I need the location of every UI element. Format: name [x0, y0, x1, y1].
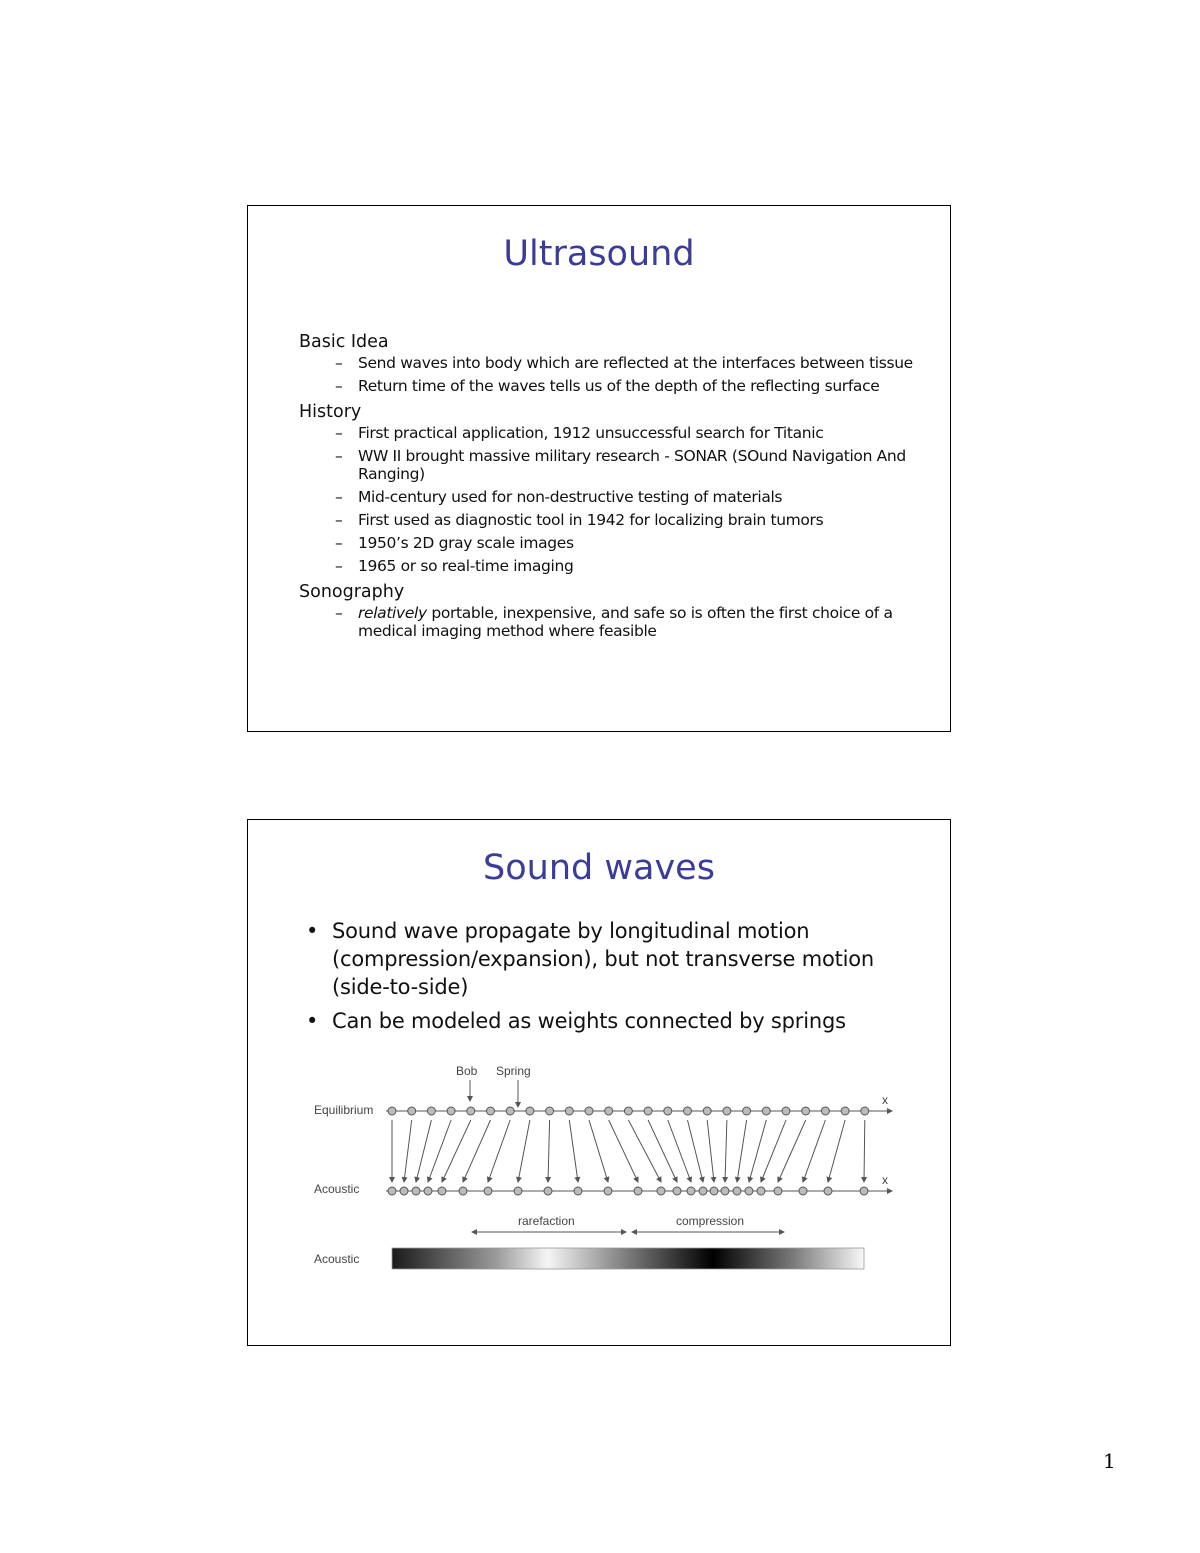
bullet-item	[304, 917, 904, 1001]
bob-circle	[506, 1107, 514, 1115]
list-item	[299, 604, 919, 640]
dash-icon: –	[335, 557, 343, 575]
intensity-gradient-bar	[392, 1248, 864, 1269]
bob-circle	[408, 1107, 416, 1115]
sub-list	[299, 424, 919, 575]
item-text: WW II brought massive military research - SONAR (SOund Navigation And Ranging)	[358, 447, 906, 483]
bullet-item	[304, 1007, 904, 1035]
bob-circle	[684, 1107, 692, 1115]
dash-icon: –	[335, 447, 343, 465]
bob-circle	[546, 1107, 554, 1115]
bob-circle	[400, 1187, 408, 1195]
rarefaction-label: rarefaction	[518, 1214, 575, 1228]
displacement-arrows	[392, 1120, 865, 1182]
dash-icon: –	[335, 488, 343, 506]
bob-circle	[664, 1107, 672, 1115]
list-item	[299, 511, 919, 529]
displacement-arrow	[688, 1120, 704, 1182]
bob-circle	[861, 1107, 869, 1115]
equilibrium-label: Equilibrium	[314, 1103, 374, 1117]
bob-circle	[757, 1187, 765, 1195]
dash-icon: –	[335, 604, 343, 622]
bob-circle	[624, 1107, 632, 1115]
bob-circle	[634, 1187, 642, 1195]
dash-icon: –	[335, 377, 343, 395]
displacement-arrow	[749, 1120, 766, 1182]
bob-circle	[526, 1107, 534, 1115]
bob-circle	[544, 1187, 552, 1195]
bob-label: Bob	[456, 1064, 478, 1078]
section-heading: Sonography	[299, 582, 405, 602]
list-item	[299, 557, 919, 575]
item-text: 1965 or so real-time imaging	[358, 557, 574, 575]
bob-circle	[427, 1107, 435, 1115]
bob-circle	[745, 1187, 753, 1195]
item-text: Send waves into body which are reflected at the interfaces between tissue	[358, 354, 913, 372]
list-item	[299, 488, 919, 506]
displacement-arrow	[548, 1120, 550, 1182]
bob-circle	[687, 1187, 695, 1195]
displacement-arrow	[488, 1120, 510, 1182]
dash-icon: –	[335, 424, 343, 442]
list-item	[299, 534, 919, 552]
displacement-arrow	[428, 1120, 451, 1182]
bob-circle	[774, 1187, 782, 1195]
axis-label-top: x	[882, 1093, 888, 1107]
slide-title: Ultrasound	[503, 234, 695, 274]
section-history	[299, 400, 919, 575]
bob-circle	[860, 1187, 868, 1195]
slide-ultrasound	[247, 205, 951, 732]
displacement-arrow	[828, 1120, 845, 1182]
acoustic-positions-label: Acoustic	[314, 1182, 360, 1196]
bob-circle	[459, 1187, 467, 1195]
bob-circle	[604, 1187, 612, 1195]
displacement-arrow	[864, 1120, 865, 1182]
displacement-arrow	[463, 1120, 491, 1182]
dash-icon: –	[335, 534, 343, 552]
bob-circle	[514, 1187, 522, 1195]
bullet-text: Can be modeled as weights connected by springs	[332, 1009, 846, 1033]
displacement-arrow	[569, 1120, 578, 1182]
bob-circle	[841, 1107, 849, 1115]
slide-sound-waves	[247, 819, 951, 1346]
bob-circle	[699, 1187, 707, 1195]
bob-circle	[585, 1107, 593, 1115]
bob-circle	[487, 1107, 495, 1115]
list-item	[299, 424, 919, 442]
bob-circle	[388, 1107, 396, 1115]
bob-circle	[484, 1187, 492, 1195]
bob-circle	[644, 1107, 652, 1115]
item-text: portable, inexpensive, and safe so is often the first choice of a medical imaging method where feasible	[358, 604, 893, 640]
bob-circle	[467, 1107, 475, 1115]
outline	[299, 330, 919, 645]
list-item	[299, 447, 919, 483]
displacement-arrow	[803, 1120, 825, 1182]
displacement-arrow	[707, 1120, 714, 1182]
spring-label: Spring	[496, 1064, 531, 1078]
bob-circle	[710, 1187, 718, 1195]
bob-circle	[762, 1107, 770, 1115]
section-heading: Basic Idea	[299, 332, 389, 352]
item-text: 1950’s 2D gray scale images	[358, 534, 574, 552]
bob-circle	[412, 1187, 420, 1195]
displacement-arrow	[725, 1120, 727, 1182]
bob-circle	[799, 1187, 807, 1195]
bob-circle	[565, 1107, 573, 1115]
bullet-icon: •	[306, 1009, 319, 1033]
bob-circle	[723, 1107, 731, 1115]
compression-label: compression	[676, 1214, 745, 1228]
item-text: Mid-century used for non-destructive testing of materials	[358, 488, 783, 506]
bob-circle	[657, 1187, 665, 1195]
displacement-arrow	[668, 1120, 691, 1182]
axis-label-bottom: x	[882, 1173, 888, 1187]
bullet-list	[304, 917, 904, 1041]
bob-circle	[447, 1107, 455, 1115]
bullet-icon: •	[306, 919, 319, 943]
section-sonography	[299, 580, 919, 640]
displacement-arrow	[737, 1120, 747, 1182]
list-item	[299, 354, 919, 372]
bob-circle	[574, 1187, 582, 1195]
bullet-text: Sound wave propagate by longitudinal motion (compression/expansion), but not transverse motion (side-to-side)	[332, 919, 875, 999]
spring-mass-diagram	[306, 1058, 906, 1273]
displacement-arrow	[404, 1120, 412, 1182]
bob-circle	[438, 1187, 446, 1195]
bob-circle	[821, 1107, 829, 1115]
item-emphasis: relatively	[358, 604, 427, 622]
sub-list	[299, 354, 919, 395]
section-heading: History	[299, 402, 362, 422]
bob-circle	[424, 1187, 432, 1195]
dash-icon: –	[335, 511, 343, 529]
bob-circle	[733, 1187, 741, 1195]
displacement-arrow	[518, 1120, 530, 1182]
item-text: First practical application, 1912 unsuccessful search for Titanic	[358, 424, 824, 442]
displacement-arrow	[589, 1120, 608, 1182]
acoustic-intensity-label: Acoustic	[314, 1252, 360, 1266]
bob-circle	[673, 1187, 681, 1195]
displacement-arrow	[648, 1120, 677, 1182]
dash-icon: –	[335, 354, 343, 372]
bob-circle	[721, 1187, 729, 1195]
bob-circle	[605, 1107, 613, 1115]
page-number: 1	[1103, 1449, 1116, 1473]
bob-circle	[703, 1107, 711, 1115]
bob-circle	[824, 1187, 832, 1195]
section-basic-idea	[299, 330, 919, 395]
bob-circle	[743, 1107, 751, 1115]
bob-circle	[388, 1187, 396, 1195]
slide-title: Sound waves	[483, 848, 715, 888]
bob-circle	[802, 1107, 810, 1115]
item-text: Return time of the waves tells us of the depth of the reflecting surface	[358, 377, 880, 395]
displacement-arrow	[416, 1120, 431, 1182]
bob-circle	[782, 1107, 790, 1115]
displacement-arrow	[442, 1120, 471, 1182]
list-item	[299, 377, 919, 395]
sub-list	[299, 604, 919, 640]
item-text: First used as diagnostic tool in 1942 for localizing brain tumors	[358, 511, 824, 529]
